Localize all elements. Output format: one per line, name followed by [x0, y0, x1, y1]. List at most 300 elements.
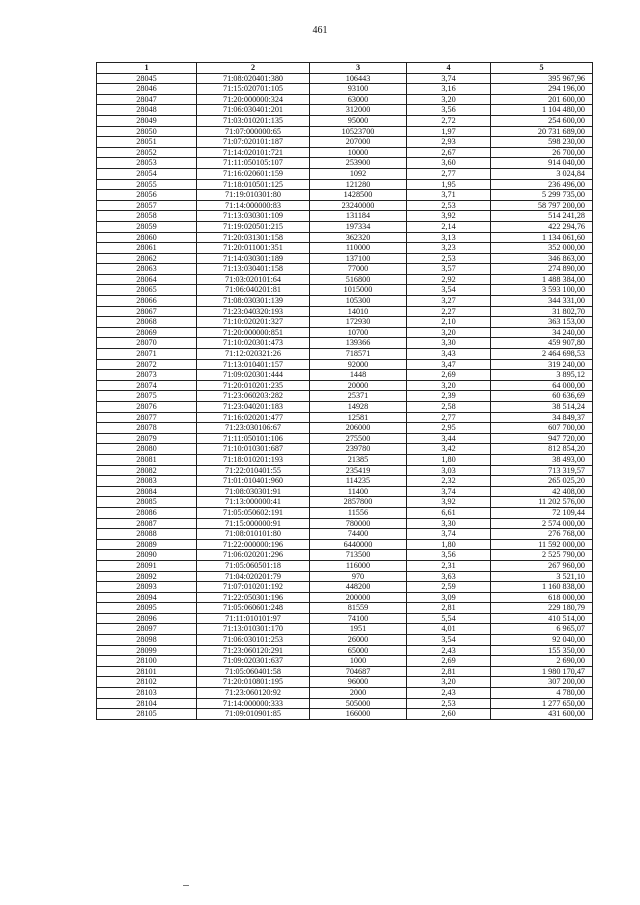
cell-cadastral-number: 71:03:020101:64 [197, 274, 310, 285]
cell-amount: 1 160 838,00 [491, 582, 593, 593]
cell-rate: 2,59 [407, 582, 491, 593]
cell-rate: 2,93 [407, 137, 491, 148]
cell-cadastral-number: 71:23:040320:193 [197, 306, 310, 317]
table-row [97, 126, 593, 137]
cell-cadastral-number: 71:14:030301:189 [197, 253, 310, 264]
cell-rate: 2,72 [407, 115, 491, 126]
cell-rate: 3,71 [407, 190, 491, 201]
table-row [97, 306, 593, 317]
cell-cadastral-number: 71:05:060601:248 [197, 603, 310, 614]
table-row [97, 84, 593, 95]
cell-amount: 294 196,00 [491, 84, 593, 95]
cell-area: 1428500 [310, 190, 407, 201]
cell-amount: 346 863,00 [491, 253, 593, 264]
cell-row-number: 28083 [97, 476, 197, 487]
table-row [97, 454, 593, 465]
cell-row-number: 28057 [97, 200, 197, 211]
cell-cadastral-number: 71:14:000000:333 [197, 698, 310, 709]
cell-row-number: 28087 [97, 518, 197, 529]
cell-cadastral-number: 71:20:010801:195 [197, 677, 310, 688]
table-row [97, 179, 593, 190]
cell-area: 448200 [310, 582, 407, 593]
table-row [97, 433, 593, 444]
cell-rate: 3,54 [407, 635, 491, 646]
cell-cadastral-number: 71:15:000000:91 [197, 518, 310, 529]
cell-cadastral-number: 71:22:050301:196 [197, 592, 310, 603]
cell-cadastral-number: 71:06:030401:201 [197, 105, 310, 116]
cell-row-number: 28070 [97, 338, 197, 349]
cell-row-number: 28056 [97, 190, 197, 201]
table-row [97, 349, 593, 360]
cell-cadastral-number: 71:20:000000:851 [197, 327, 310, 338]
cell-row-number: 28079 [97, 433, 197, 444]
cell-area: 23240000 [310, 200, 407, 211]
table-row [97, 232, 593, 243]
table-row [97, 486, 593, 497]
cell-amount: 58 797 200,00 [491, 200, 593, 211]
cell-cadastral-number: 71:22:010401:55 [197, 465, 310, 476]
cell-row-number: 28096 [97, 613, 197, 624]
cell-amount: 31 802,70 [491, 306, 593, 317]
table-row [97, 444, 593, 455]
cell-amount: 307 200,00 [491, 677, 593, 688]
cell-area: 970 [310, 571, 407, 582]
cell-amount: 72 109,44 [491, 507, 593, 518]
cell-area: 25371 [310, 391, 407, 402]
cell-area: 21385 [310, 454, 407, 465]
cell-rate: 4,01 [407, 624, 491, 635]
cell-row-number: 28091 [97, 560, 197, 571]
cell-amount: 395 967,96 [491, 73, 593, 84]
table-row [97, 370, 593, 381]
cell-rate: 2,43 [407, 688, 491, 699]
cell-amount: 363 153,00 [491, 317, 593, 328]
cell-amount: 11 592 000,00 [491, 539, 593, 550]
cell-cadastral-number: 71:09:020301:637 [197, 656, 310, 667]
table-row [97, 497, 593, 508]
cell-row-number: 28076 [97, 402, 197, 413]
cell-rate: 1,95 [407, 179, 491, 190]
cell-row-number: 28071 [97, 349, 197, 360]
cell-area: 704687 [310, 666, 407, 677]
cell-rate: 3,74 [407, 73, 491, 84]
cell-amount: 1 277 650,00 [491, 698, 593, 709]
cell-row-number: 28097 [97, 624, 197, 635]
cell-area: 137100 [310, 253, 407, 264]
cell-rate: 2,69 [407, 370, 491, 381]
cell-area: 95000 [310, 115, 407, 126]
cell-row-number: 28064 [97, 274, 197, 285]
cell-amount: 812 854,20 [491, 444, 593, 455]
cell-cadastral-number: 71:13:000000:41 [197, 497, 310, 508]
cell-amount: 265 025,20 [491, 476, 593, 487]
cell-rate: 3,60 [407, 158, 491, 169]
cell-rate: 3,44 [407, 433, 491, 444]
cell-rate: 3,03 [407, 465, 491, 476]
cell-row-number: 28105 [97, 709, 197, 720]
cell-cadastral-number: 71:08:030301:91 [197, 486, 310, 497]
cell-rate: 2,53 [407, 698, 491, 709]
table-row [97, 603, 593, 614]
cell-row-number: 28054 [97, 168, 197, 179]
cell-row-number: 28065 [97, 285, 197, 296]
cell-rate: 2,58 [407, 402, 491, 413]
cell-rate: 2,60 [407, 709, 491, 720]
cell-amount: 1 134 061,60 [491, 232, 593, 243]
cell-rate: 3,30 [407, 518, 491, 529]
cell-rate: 2,77 [407, 412, 491, 423]
cell-cadastral-number: 71:14:020101:721 [197, 147, 310, 158]
cell-amount: 713 319,57 [491, 465, 593, 476]
cell-area: 516800 [310, 274, 407, 285]
cell-cadastral-number: 71:23:030106:67 [197, 423, 310, 434]
cell-area: 26000 [310, 635, 407, 646]
cell-rate: 3,57 [407, 264, 491, 275]
cell-row-number: 28061 [97, 243, 197, 254]
cell-rate: 3,20 [407, 380, 491, 391]
cell-cadastral-number: 71:07:010201:192 [197, 582, 310, 593]
cell-area: 172930 [310, 317, 407, 328]
cell-area: 63000 [310, 94, 407, 105]
cell-cadastral-number: 71:13:010401:157 [197, 359, 310, 370]
cell-amount: 276 768,00 [491, 529, 593, 540]
cell-rate: 2,81 [407, 603, 491, 614]
cell-row-number: 28094 [97, 592, 197, 603]
cell-area: 11556 [310, 507, 407, 518]
cell-amount: 3 024,84 [491, 168, 593, 179]
cell-amount: 60 636,69 [491, 391, 593, 402]
cell-area: 12581 [310, 412, 407, 423]
cell-row-number: 28049 [97, 115, 197, 126]
cell-row-number: 28088 [97, 529, 197, 540]
cell-area: 74400 [310, 529, 407, 540]
cell-cadastral-number: 71:15:020701:105 [197, 84, 310, 95]
cell-cadastral-number: 71:05:060501:18 [197, 560, 310, 571]
page-number: 461 [312, 25, 328, 36]
cell-area: 114235 [310, 476, 407, 487]
cell-rate: 2,27 [407, 306, 491, 317]
cell-row-number: 28080 [97, 444, 197, 455]
cell-cadastral-number: 71:07:020101:187 [197, 137, 310, 148]
cell-rate: 3,54 [407, 285, 491, 296]
cell-area: 11400 [310, 486, 407, 497]
cell-rate: 3,23 [407, 243, 491, 254]
cell-rate: 3,20 [407, 327, 491, 338]
cell-area: 20000 [310, 380, 407, 391]
cell-rate: 6,61 [407, 507, 491, 518]
cell-rate: 3,47 [407, 359, 491, 370]
cell-row-number: 28095 [97, 603, 197, 614]
cell-rate: 2,53 [407, 200, 491, 211]
cell-row-number: 28086 [97, 507, 197, 518]
table-row [97, 688, 593, 699]
cell-amount: 6 965,07 [491, 624, 593, 635]
cell-cadastral-number: 71:13:010301:170 [197, 624, 310, 635]
cell-area: 1092 [310, 168, 407, 179]
table-row [97, 285, 593, 296]
cell-cadastral-number: 71:12:020321:26 [197, 349, 310, 360]
cell-area: 77000 [310, 264, 407, 275]
cell-row-number: 28055 [97, 179, 197, 190]
table-row [97, 666, 593, 677]
cell-row-number: 28050 [97, 126, 197, 137]
cell-amount: 947 720,00 [491, 433, 593, 444]
cell-rate: 3,13 [407, 232, 491, 243]
table-row [97, 582, 593, 593]
cell-area: 92000 [310, 359, 407, 370]
header-col-3: 3 [310, 63, 407, 74]
table-row [97, 147, 593, 158]
cell-row-number: 28068 [97, 317, 197, 328]
cell-cadastral-number: 71:20:011001:351 [197, 243, 310, 254]
cell-amount: 1 104 480,00 [491, 105, 593, 116]
cell-rate: 3,30 [407, 338, 491, 349]
cell-cadastral-number: 71:10:020201:327 [197, 317, 310, 328]
cell-rate: 3,74 [407, 486, 491, 497]
cell-row-number: 28059 [97, 221, 197, 232]
cell-amount: 2 574 000,00 [491, 518, 593, 529]
cell-rate: 2,53 [407, 253, 491, 264]
stray-mark [183, 885, 189, 886]
cell-row-number: 28078 [97, 423, 197, 434]
cell-row-number: 28062 [97, 253, 197, 264]
table-row [97, 645, 593, 656]
cell-area: 139366 [310, 338, 407, 349]
table-row [97, 274, 593, 285]
cell-rate: 3,56 [407, 105, 491, 116]
table-row [97, 243, 593, 254]
data-table [96, 62, 593, 720]
cell-amount: 267 960,00 [491, 560, 593, 571]
cell-rate: 3,74 [407, 529, 491, 540]
table-row [97, 327, 593, 338]
cell-cadastral-number: 71:01:010401:960 [197, 476, 310, 487]
cell-area: 253900 [310, 158, 407, 169]
cell-cadastral-number: 71:11:050101:106 [197, 433, 310, 444]
cell-amount: 3 895,12 [491, 370, 593, 381]
cell-area: 206000 [310, 423, 407, 434]
cell-cadastral-number: 71:06:020201:296 [197, 550, 310, 561]
cell-row-number: 28058 [97, 211, 197, 222]
cell-amount: 1 488 384,00 [491, 274, 593, 285]
cell-amount: 34 240,00 [491, 327, 593, 338]
table-row [97, 94, 593, 105]
cell-area: 312000 [310, 105, 407, 116]
table-row [97, 105, 593, 116]
cell-rate: 3,20 [407, 677, 491, 688]
cell-cadastral-number: 71:16:020201:477 [197, 412, 310, 423]
cell-cadastral-number: 71:20:000000:324 [197, 94, 310, 105]
cell-row-number: 28082 [97, 465, 197, 476]
cell-rate: 2,77 [407, 168, 491, 179]
table-row [97, 613, 593, 624]
cell-row-number: 28074 [97, 380, 197, 391]
cell-area: 10000 [310, 147, 407, 158]
header-row [97, 63, 593, 74]
cell-row-number: 28047 [97, 94, 197, 105]
cell-cadastral-number: 71:13:030301:109 [197, 211, 310, 222]
table-row [97, 168, 593, 179]
cell-cadastral-number: 71:06:030101:253 [197, 635, 310, 646]
header-col-5: 5 [491, 63, 593, 74]
cell-amount: 274 890,00 [491, 264, 593, 275]
cell-rate: 5,54 [407, 613, 491, 624]
cell-amount: 26 700,00 [491, 147, 593, 158]
cell-row-number: 28048 [97, 105, 197, 116]
table-row [97, 476, 593, 487]
cell-cadastral-number: 71:11:050105:107 [197, 158, 310, 169]
cell-cadastral-number: 71:10:010301:687 [197, 444, 310, 455]
cell-row-number: 28051 [97, 137, 197, 148]
cell-amount: 319 240,00 [491, 359, 593, 370]
cell-row-number: 28067 [97, 306, 197, 317]
table-row [97, 338, 593, 349]
cell-rate: 2,95 [407, 423, 491, 434]
table-row [97, 402, 593, 413]
cell-row-number: 28063 [97, 264, 197, 275]
cell-amount: 410 514,00 [491, 613, 593, 624]
cell-rate: 2,32 [407, 476, 491, 487]
table-row [97, 391, 593, 402]
cell-amount: 236 496,00 [491, 179, 593, 190]
cell-amount: 201 600,00 [491, 94, 593, 105]
cell-cadastral-number: 71:09:020301:444 [197, 370, 310, 381]
cell-row-number: 28066 [97, 296, 197, 307]
cell-area: 105300 [310, 296, 407, 307]
table-row [97, 137, 593, 148]
cell-area: 121280 [310, 179, 407, 190]
table-row [97, 698, 593, 709]
cell-row-number: 28069 [97, 327, 197, 338]
cell-cadastral-number: 71:03:010201:135 [197, 115, 310, 126]
table-row [97, 592, 593, 603]
table-row [97, 423, 593, 434]
table-row [97, 624, 593, 635]
cell-rate: 3,43 [407, 349, 491, 360]
table-row [97, 158, 593, 169]
cell-area: 780000 [310, 518, 407, 529]
header-col-2: 2 [197, 63, 310, 74]
cell-row-number: 28090 [97, 550, 197, 561]
cell-area: 197334 [310, 221, 407, 232]
cell-area: 14928 [310, 402, 407, 413]
cell-cadastral-number: 71:08:020401:380 [197, 73, 310, 84]
table-row [97, 518, 593, 529]
cell-area: 10523700 [310, 126, 407, 137]
table-row [97, 539, 593, 550]
cell-amount: 914 040,00 [491, 158, 593, 169]
cell-cadastral-number: 71:06:040201:81 [197, 285, 310, 296]
cell-row-number: 28100 [97, 656, 197, 667]
cell-cadastral-number: 71:08:030301:139 [197, 296, 310, 307]
cell-row-number: 28084 [97, 486, 197, 497]
cell-area: 74100 [310, 613, 407, 624]
cell-amount: 20 731 689,00 [491, 126, 593, 137]
table-row [97, 550, 593, 561]
cell-area: 10700 [310, 327, 407, 338]
cell-cadastral-number: 71:20:010201:235 [197, 380, 310, 391]
cell-amount: 34 849,37 [491, 412, 593, 423]
cell-cadastral-number: 71:05:050602:191 [197, 507, 310, 518]
cell-cadastral-number: 71:23:060120:92 [197, 688, 310, 699]
cell-rate: 3,16 [407, 84, 491, 95]
cell-rate: 3,92 [407, 497, 491, 508]
cell-rate: 2,67 [407, 147, 491, 158]
cell-amount: 2 525 790,00 [491, 550, 593, 561]
cell-rate: 3,63 [407, 571, 491, 582]
cell-amount: 3 593 100,00 [491, 285, 593, 296]
cell-cadastral-number: 71:23:060120:291 [197, 645, 310, 656]
cell-area: 6440000 [310, 539, 407, 550]
table-row [97, 465, 593, 476]
cell-area: 2000 [310, 688, 407, 699]
table-row [97, 253, 593, 264]
cell-row-number: 28089 [97, 539, 197, 550]
table-row [97, 656, 593, 667]
cell-area: 275500 [310, 433, 407, 444]
cell-amount: 92 040,00 [491, 635, 593, 646]
header-col-1: 1 [97, 63, 197, 74]
cell-rate: 2,92 [407, 274, 491, 285]
cell-area: 1448 [310, 370, 407, 381]
cell-row-number: 28099 [97, 645, 197, 656]
table-row [97, 296, 593, 307]
cell-cadastral-number: 71:18:010501:125 [197, 179, 310, 190]
cell-area: 106443 [310, 73, 407, 84]
cell-row-number: 28075 [97, 391, 197, 402]
table-row [97, 73, 593, 84]
cell-cadastral-number: 71:19:010301:80 [197, 190, 310, 201]
cell-amount: 1 980 170,47 [491, 666, 593, 677]
cell-row-number: 28093 [97, 582, 197, 593]
cell-rate: 2,31 [407, 560, 491, 571]
cell-rate: 3,27 [407, 296, 491, 307]
cell-amount: 5 299 735,00 [491, 190, 593, 201]
cell-area: 65000 [310, 645, 407, 656]
cell-amount: 64 000,00 [491, 380, 593, 391]
cell-area: 200000 [310, 592, 407, 603]
cell-cadastral-number: 71:11:010101:97 [197, 613, 310, 624]
cell-rate: 2,69 [407, 656, 491, 667]
cell-rate: 2,10 [407, 317, 491, 328]
cell-row-number: 28085 [97, 497, 197, 508]
cell-rate: 3,92 [407, 211, 491, 222]
cell-rate: 1,80 [407, 454, 491, 465]
cell-amount: 155 350,00 [491, 645, 593, 656]
cell-amount: 229 180,79 [491, 603, 593, 614]
cell-row-number: 28046 [97, 84, 197, 95]
cell-row-number: 28072 [97, 359, 197, 370]
cell-amount: 3 521,10 [491, 571, 593, 582]
cell-area: 131184 [310, 211, 407, 222]
cell-row-number: 28060 [97, 232, 197, 243]
cell-amount: 2 464 698,53 [491, 349, 593, 360]
cell-amount: 431 600,00 [491, 709, 593, 720]
cell-cadastral-number: 71:04:020201:79 [197, 571, 310, 582]
header-col-4: 4 [407, 63, 491, 74]
cell-row-number: 28073 [97, 370, 197, 381]
cell-cadastral-number: 71:07:000000:65 [197, 126, 310, 137]
cell-amount: 618 000,00 [491, 592, 593, 603]
table-row [97, 359, 593, 370]
cell-row-number: 28045 [97, 73, 197, 84]
cell-amount: 4 780,00 [491, 688, 593, 699]
cell-rate: 2,43 [407, 645, 491, 656]
table-row [97, 264, 593, 275]
table-row [97, 709, 593, 720]
cell-amount: 514 241,28 [491, 211, 593, 222]
cell-amount: 38 514,24 [491, 402, 593, 413]
